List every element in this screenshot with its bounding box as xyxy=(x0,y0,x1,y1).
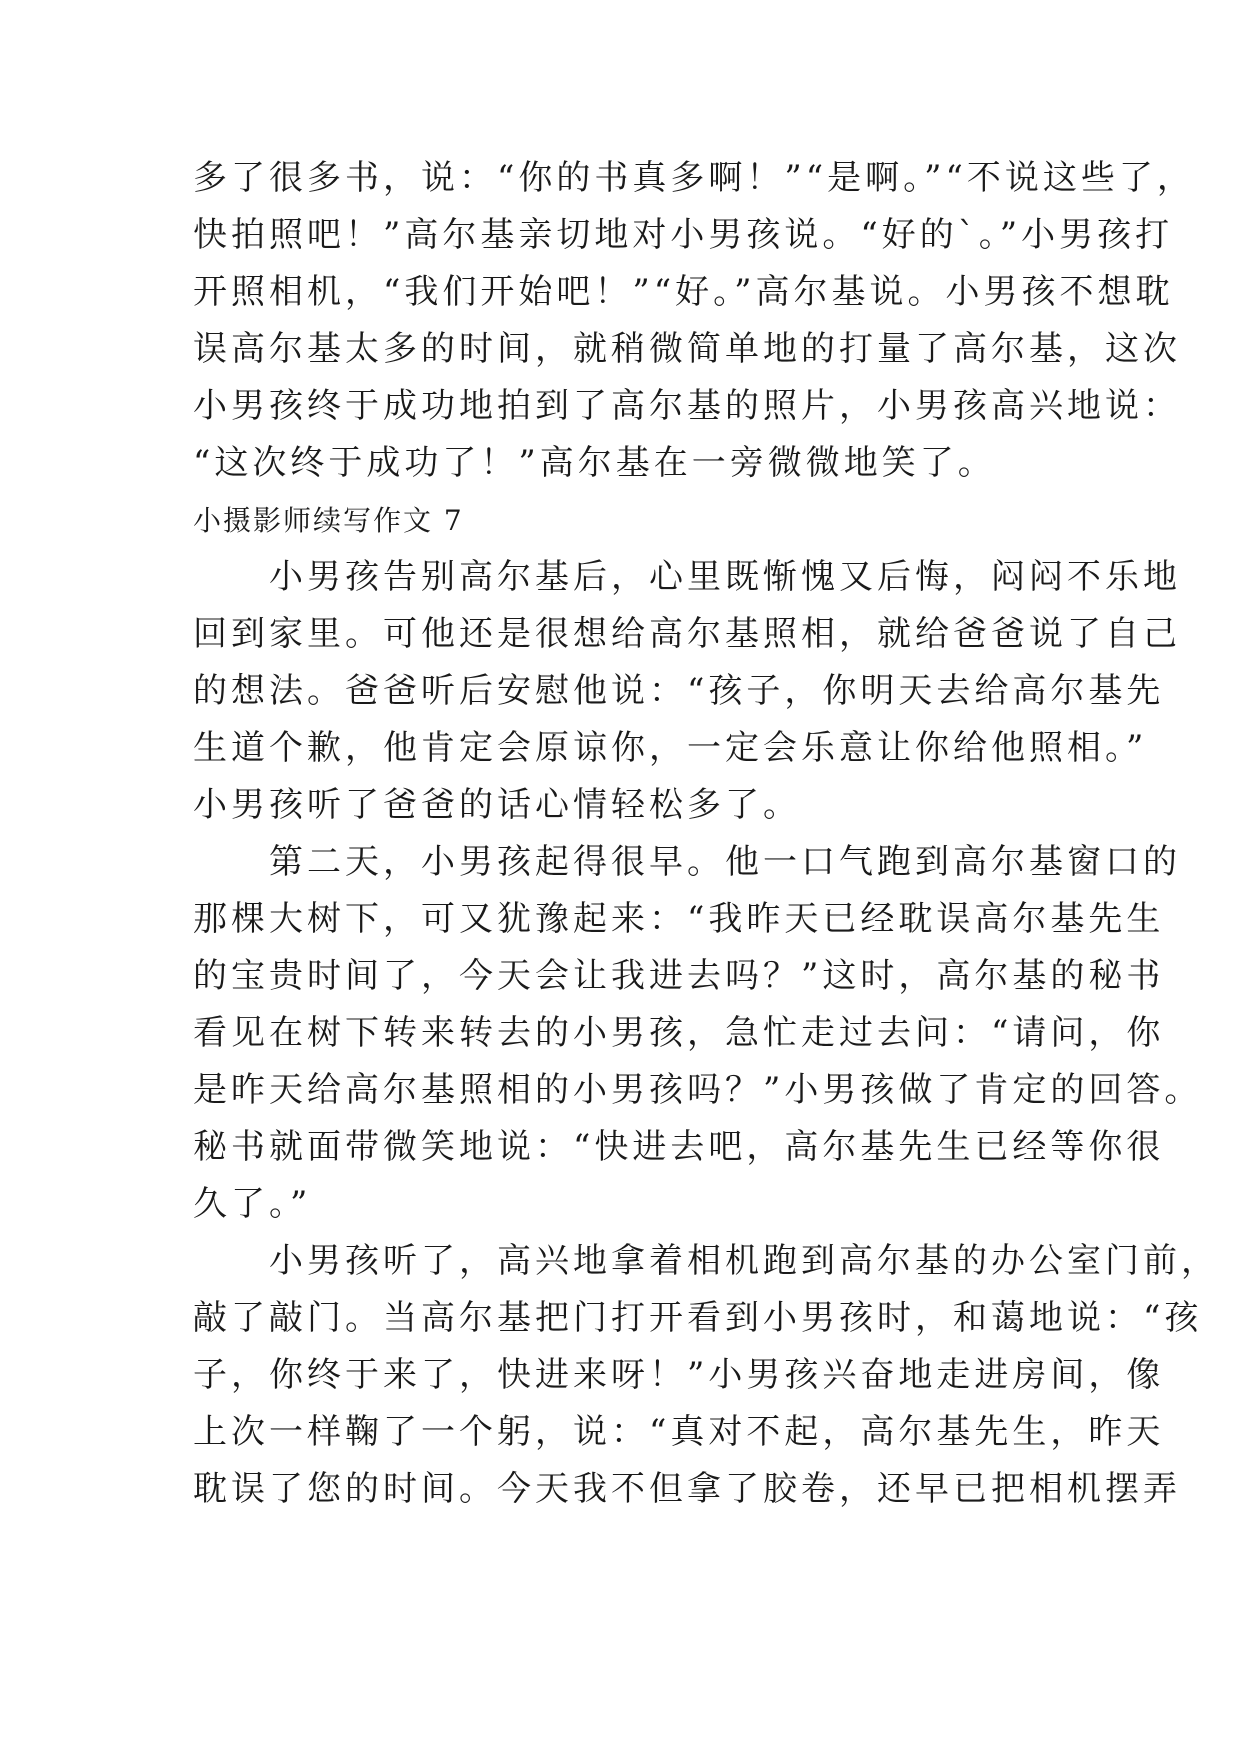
text-line: 是昨天给高尔基照相的小男孩吗？”小男孩做了肯定的回答。 xyxy=(193,1070,1203,1110)
text-line: 回到家里。可他还是很想给高尔基照相，就给爸爸说了自己 xyxy=(193,614,1181,654)
text-line: 小男孩告别高尔基后，心里既惭愧又后悔，闷闷不乐地 xyxy=(193,557,1181,597)
text-line: 小男孩听了爸爸的话心情轻松多了。 xyxy=(193,785,801,825)
text-line: 的想法。爸爸听后安慰他说：“孩子，你明天去给高尔基先 xyxy=(193,671,1165,711)
text-line: 上次一样鞠了一个躬，说：“真对不起，高尔基先生，昨天 xyxy=(193,1412,1165,1452)
text-line: 开照相机，“我们开始吧！”“好。”高尔基说。小男孩不想耽 xyxy=(193,272,1174,312)
text-line: 耽误了您的时间。今天我不但拿了胶卷，还早已把相机摆弄 xyxy=(193,1469,1181,1509)
text-line: 快拍照吧！”高尔基亲切地对小男孩说。“好的`。”小男孩打 xyxy=(193,215,1174,255)
text-line: 秘书就面带微笑地说：“快进去吧，高尔基先生已经等你很 xyxy=(193,1127,1165,1167)
text-line: 的宝贵时间了，今天会让我进去吗？”这时，高尔基的秘书 xyxy=(193,956,1165,996)
text-line: 多了很多书，说：“你的书真多啊！”“是啊。”“不说这些了， xyxy=(193,158,1195,198)
text-line: 小男孩终于成功地拍到了高尔基的照片，小男孩高兴地说： xyxy=(193,386,1181,426)
text-line: 久了。” xyxy=(193,1184,312,1224)
text-line: 看见在树下转来转去的小男孩，急忙走过去问：“请问，你 xyxy=(193,1013,1165,1053)
document-page xyxy=(193,150,1219,1518)
text-line: 那棵大树下，可又犹豫起来：“我昨天已经耽误高尔基先生 xyxy=(193,899,1165,939)
text-line: 第二天，小男孩起得很早。他一口气跑到高尔基窗口的 xyxy=(193,842,1181,882)
text-line: 子，你终于来了，快进来呀！”小男孩兴奋地走进房间，像 xyxy=(193,1355,1165,1395)
text-line: 生道个歉，他肯定会原谅你，一定会乐意让你给他照相。” xyxy=(193,728,1148,768)
text-line: “这次终于成功了！”高尔基在一旁微微地笑了。 xyxy=(193,443,996,483)
text-line: 敲了敲门。当高尔基把门打开看到小男孩时，和蔼地说：“孩 xyxy=(193,1298,1203,1338)
text-line: 误高尔基太多的时间，就稍微简单地的打量了高尔基，这次 xyxy=(193,329,1181,369)
text-line: 小男孩听了，高兴地拿着相机跑到高尔基的办公室门前， xyxy=(193,1241,1219,1281)
section-heading: 小摄影师续写作文 7 xyxy=(193,504,464,537)
